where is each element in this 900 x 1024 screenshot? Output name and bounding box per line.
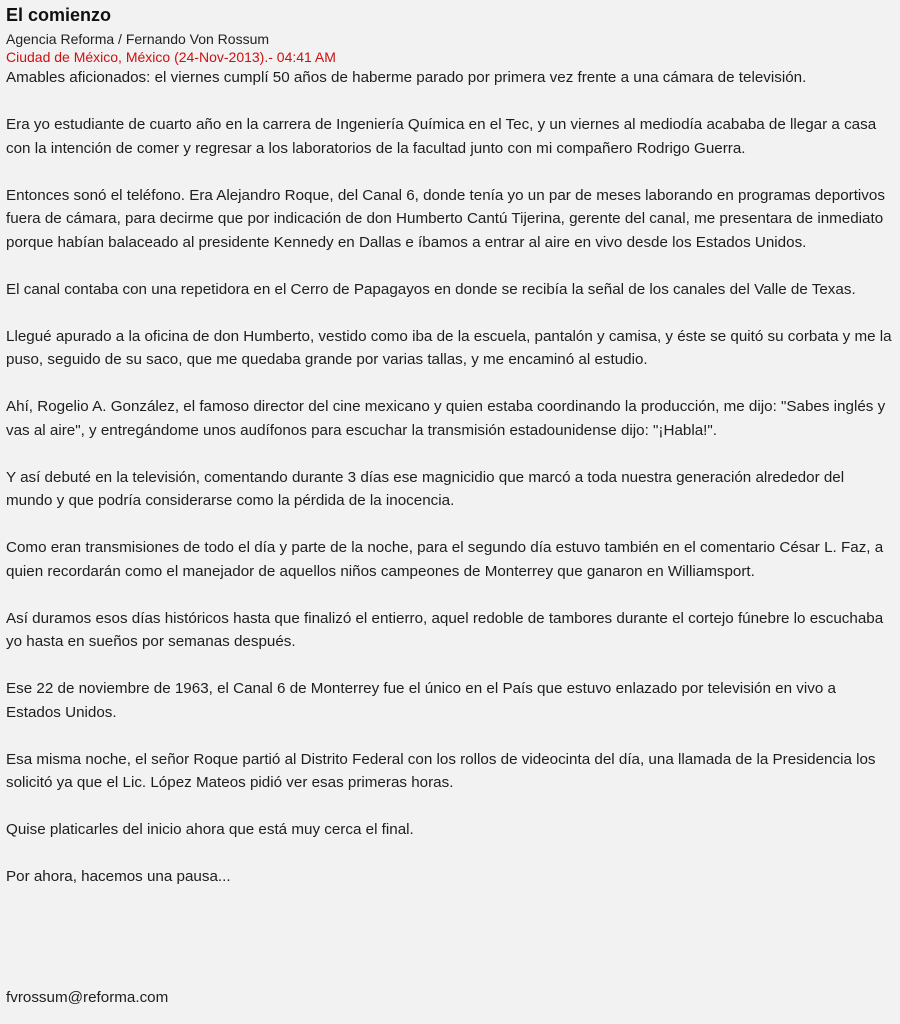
paragraph-9: Así duramos esos días históricos hasta que finalizó el entierro, aquel redoble de tambores durante el cortejo fúnebre lo escuchaba yo hasta en sueños por semanas después. — [6, 609, 884, 650]
article-body — [6, 66, 894, 889]
article-title: El comienzo — [6, 5, 112, 25]
paragraph-12: Quise platicarles del inicio ahora que está muy cerca el final. — [6, 821, 414, 838]
paragraph-3: Entonces sonó el teléfono. Era Alejandro Roque, del Canal 6, donde tenía yo un par de meses laborando en programas deportivos fuera de cámara, para decirme que por indicación de don Humberto Cantú Tijerina, gerente del canal, me presentara de inmediato porque habían balaceado al presidente Kennedy en Dallas e íbamos a entrar al aire en vivo desde los Estados Unidos. — [6, 186, 885, 251]
paragraph-6: Ahí, Rogelio A. González, el famoso director del cine mexicano y quien estaba coordinando la producción, me dijo: "Sabes inglés y vas al aire", y entregándome unos audífonos para escuchar la transmisión estadounidense dijo: "¡Habla!". — [6, 398, 886, 439]
paragraph-8: Como eran transmisiones de todo el día y parte de la noche, para el segundo día estuvo también en el comentario César L. Faz, a quien recordarán como el manejador de aquellos niños campeones de Monterrey que ganaron en Williamsport. — [6, 539, 884, 580]
paragraph-1: Amables aficionados: el viernes cumplí 50 años de haberme parado por primera vez frente a una cámara de televisión. — [6, 69, 807, 86]
paragraph-2: Era yo estudiante de cuarto año en la carrera de Ingeniería Química en el Tec, y un viernes al mediodía acababa de llegar a casa con la intención de comer y regresar a los laboratorios de la facultad junto con mi compañero Rodrigo Guerra. — [6, 116, 877, 157]
paragraph-11: Esa misma noche, el señor Roque partió al Distrito Federal con los rollos de videocinta del día, una llamada de la Presidencia los solicitó ya que el Lic. López Mateos pidió ver esas primeras horas. — [6, 750, 876, 791]
author-email: fvrossum@reforma.com — [6, 989, 169, 1006]
article-byline: Agencia Reforma / Fernando Von Rossum — [6, 31, 270, 47]
paragraph-7: Y así debuté en la televisión, comentando durante 3 días ese magnicidio que marcó a toda nuestra generación alrededor del mundo y que podría considerarse como la pérdida de la inocencia. — [6, 468, 845, 509]
paragraph-5: Llegué apurado a la oficina de don Humberto, vestido como iba de la escuela, pantalón y camisa, y éste se quitó su corbata y me la puso, seguido de su saco, que me quedaba grande por varias tallas, y me encaminó al estudio. — [6, 327, 892, 368]
article-dateline: Ciudad de México, México (24-Nov-2013).- 04:41 AM — [6, 49, 336, 65]
paragraph-4: El canal contaba con una repetidora en el Cerro de Papagayos en donde se recibía la señal de los canales del Valle de Texas. — [6, 280, 856, 298]
paragraph-13: Por ahora, hacemos una pausa... — [6, 868, 231, 885]
paragraph-10: Ese 22 de noviembre de 1963, el Canal 6 de Monterrey fue el único en el País que estuvo enlazado por televisión en vivo a Estados Unidos. — [6, 680, 836, 721]
